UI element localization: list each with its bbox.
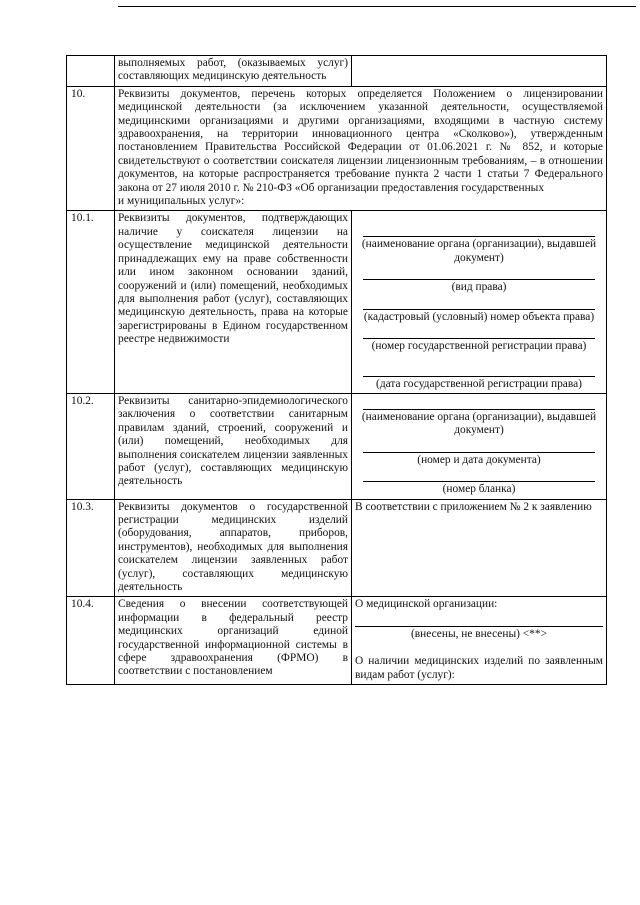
row-value bbox=[352, 393, 607, 499]
form-number-caption: (номер бланка) bbox=[442, 483, 516, 496]
row-description: Реквизиты санитарно-эпидемиологического заключения о соответствии санитарным правилам зданий, строений, сооружений и (или) помещений, необходимых для выполнения соискателем лицензии заявленных работ (услуг), составляющих медицинскую деятельность bbox=[115, 393, 352, 499]
row-number: 10.3. bbox=[67, 499, 115, 597]
document-number-date-field[interactable] bbox=[363, 438, 595, 453]
license-application-table bbox=[66, 55, 607, 685]
table-row bbox=[67, 56, 607, 87]
registration-number-caption: (номер государственной регистрации права) bbox=[371, 340, 587, 353]
cadastral-number-field[interactable] bbox=[363, 295, 595, 310]
row-value bbox=[352, 211, 607, 393]
row-description bbox=[115, 86, 607, 211]
medical-devices-text: О наличии медицинских изделий по заявленным видам работ (услуг): bbox=[355, 655, 603, 681]
row-number: 10.4. bbox=[67, 597, 115, 685]
row-10-text: Реквизиты документов, перечень которых определяется Положением о лицензировании медицинской деятельности (за исключением указанной деятельности, осуществляемой медицинскими организациями и другими организациями, входящими в частную систему здравоохранения, на территории инновационного центра «Сколково»), утвержденным постановлением Правительства Российской Федерации от 01.06.2021 г. № 852, и которые свидетельствуют о соответствии соискателя лицензии лицензионным требованиям, – в отношении документов, на которые распространяется требование пункта 2 части 1 статьи 7 Федерального закона от 27 июля 2010 г. № 210-ФЗ «Об организации предоставления государственных bbox=[118, 87, 603, 194]
form-number-field[interactable] bbox=[363, 467, 595, 482]
medical-org-title: О медицинской организации: bbox=[355, 598, 498, 611]
frmo-status-field[interactable] bbox=[355, 612, 603, 627]
row-value bbox=[352, 597, 607, 685]
row-number bbox=[67, 56, 115, 87]
table-row bbox=[67, 86, 607, 211]
table-row bbox=[67, 211, 607, 393]
row-number: 10.2. bbox=[67, 393, 115, 499]
row-number: 10. bbox=[67, 86, 115, 211]
document-number-date-caption: (номер и дата документа) bbox=[417, 453, 541, 466]
row-value: В соответствии с приложением № 2 к заявлению bbox=[352, 499, 607, 597]
right-type-field[interactable] bbox=[363, 265, 595, 280]
right-type-caption: (вид права) bbox=[451, 281, 507, 294]
registration-date-caption: (дата государственной регистрации права) bbox=[376, 377, 582, 390]
registration-date-field[interactable] bbox=[363, 354, 595, 377]
header-rule bbox=[118, 6, 636, 7]
row-value bbox=[352, 56, 607, 87]
row-description: выполняемых работ, (оказываемых услуг) составляющих медицинскую деятельность bbox=[115, 56, 352, 87]
issuer-field[interactable] bbox=[363, 395, 595, 410]
row-10-text-tail: и муниципальных услуг»: bbox=[118, 195, 245, 208]
issuer-field[interactable] bbox=[363, 222, 595, 237]
row-description: Реквизиты документов, подтверждающих наличие у соискателя лицензии на осуществление медицинской деятельности принадлежащих ему на праве собственности или ином законном основании зданий, сооружений и (или) помещений, необходимых для выполнения работ (услуг), составляющих медицинскую деятельность, права на которые зарегистрированы в Едином государственном реестре недвижимости bbox=[115, 211, 352, 393]
row-description: Сведения о внесении соответствующей информации в федеральный реестр медицинских организаций единой государственной информационной системы в сфере здравоохранения (ФРМО) в соответствии с постановлением bbox=[115, 597, 352, 685]
frmo-status-caption: (внесены, не внесены) <**> bbox=[411, 627, 547, 640]
issuer-caption: (наименование органа (организации), выдавшей документ) bbox=[361, 410, 597, 437]
row-description: Реквизиты документов о государственной регистрации медицинских изделий (оборудования, аппаратов, приборов, инструментов), необходимых для выполнения соискателем лицензии заявленных работ (услуг), составляющих медицинскую деятельность bbox=[115, 499, 352, 597]
row-number: 10.1. bbox=[67, 211, 115, 393]
issuer-caption: (наименование органа (организации), выдавшей документ) bbox=[361, 238, 597, 264]
cadastral-number-caption: (кадастровый (условный) номер объекта права) bbox=[363, 310, 595, 323]
table-row bbox=[67, 597, 607, 685]
table-row bbox=[67, 393, 607, 499]
table-row bbox=[67, 499, 607, 597]
registration-number-field[interactable] bbox=[363, 324, 595, 339]
